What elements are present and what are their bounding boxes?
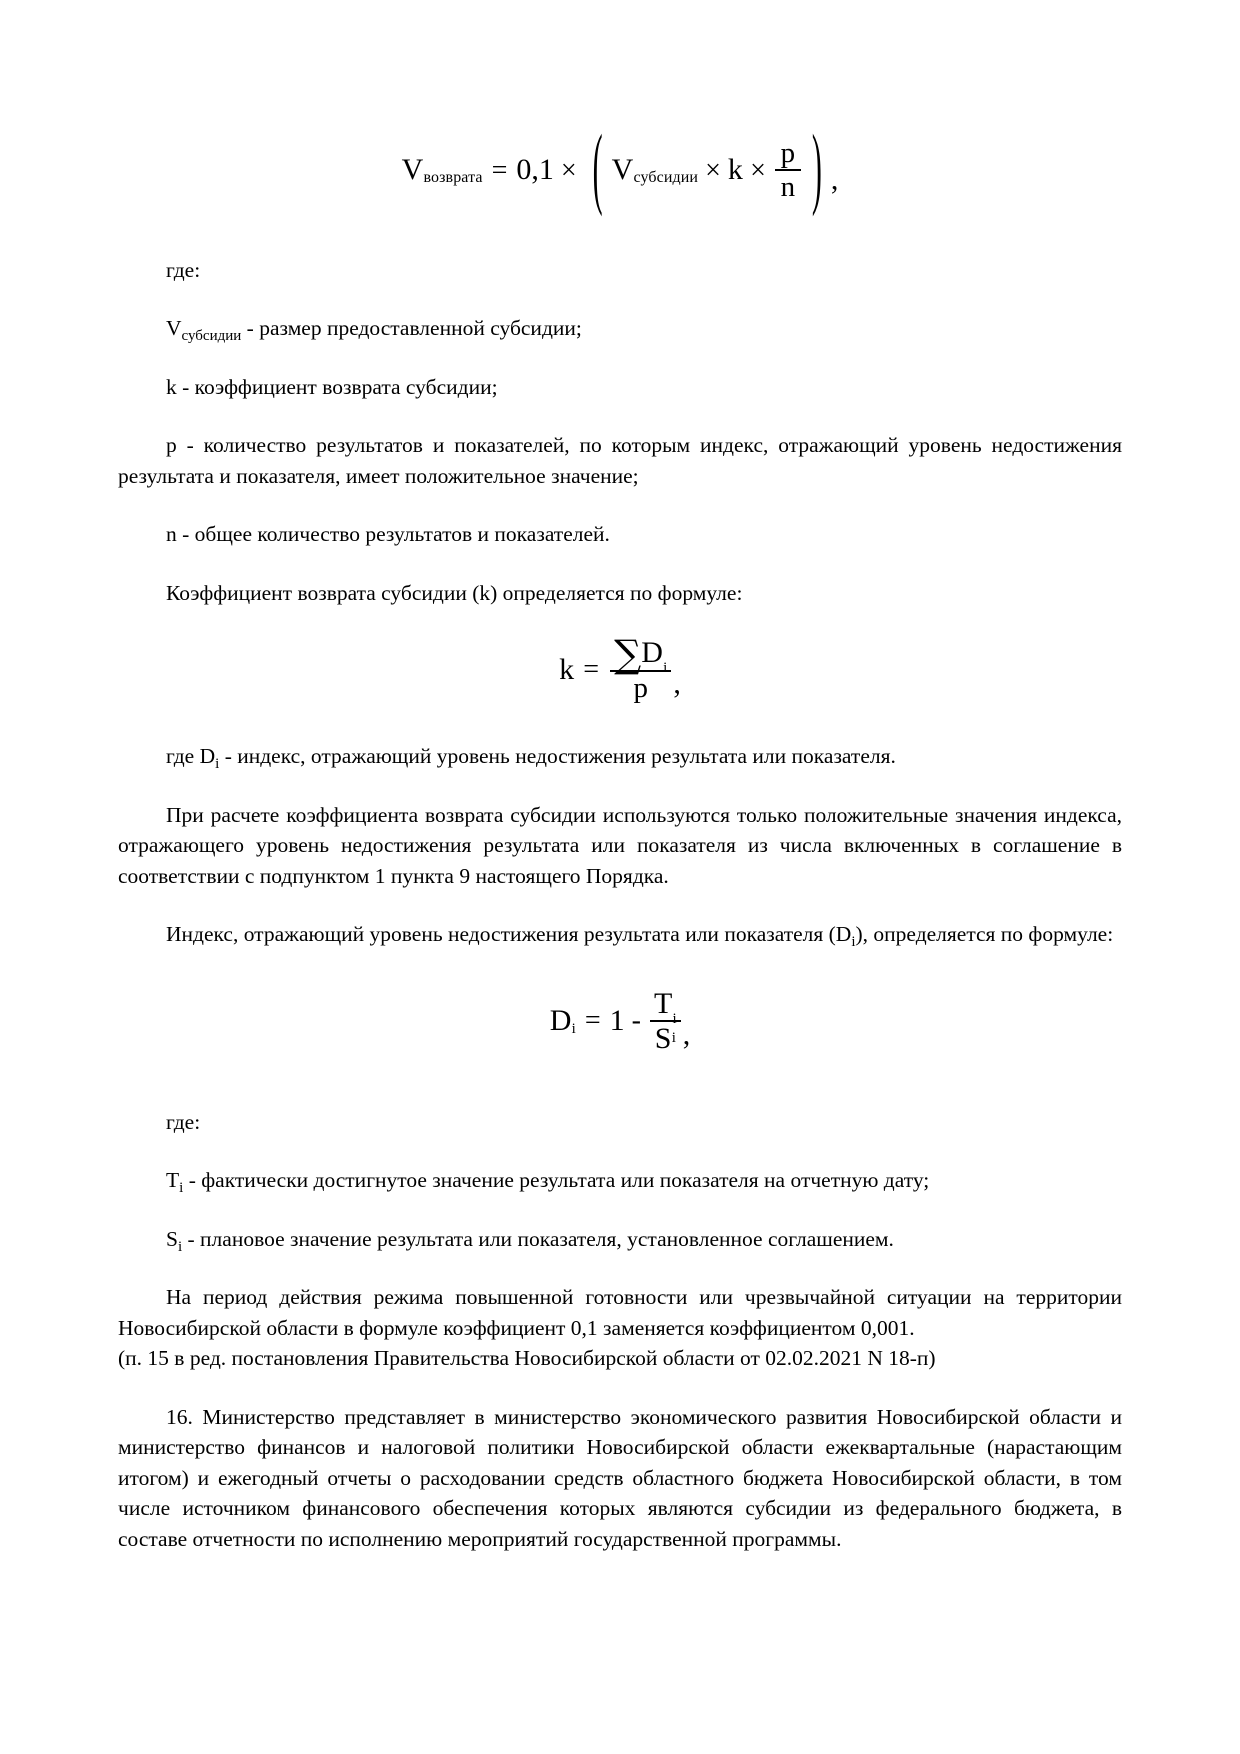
formula-d-i (118, 988, 1122, 1055)
spacer (118, 950, 1122, 988)
gde-d-prefix: где D (166, 744, 216, 769)
s-variable: S (654, 1022, 672, 1056)
spacer (118, 550, 1122, 578)
k-formula-intro: Коэффициент возврата субсидии (k) определяется по формуле: (166, 580, 743, 605)
t-variable-subscript: i (672, 1010, 677, 1027)
spacer (118, 118, 1122, 138)
index-intro-suffix: ), определяется по формуле: (855, 922, 1114, 947)
paragraph-rezhim: На период действия режима повышенной готовности или чрезвычайной ситуации на территории Новосибирской области в формуле коэффициент 0,1 заменяется коэффициентом 0,001. (118, 1285, 1122, 1340)
equals-sign: = (491, 154, 508, 186)
k-variable: k (727, 153, 744, 187)
s-symbol-subscript: i (177, 1238, 183, 1255)
d-lhs-variable: D (549, 1004, 572, 1037)
v-subsidii-variable: V (611, 153, 634, 187)
fraction-numerator: p (780, 137, 796, 169)
formula-k (118, 632, 1122, 704)
legal-reference: (п. 15 в ред. постановления Правительства Новосибирской области от 02.02.2021 N 18-п) (118, 1346, 936, 1371)
definition-n: n - общее количество результатов и показателей. (166, 522, 610, 547)
spacer (118, 1055, 1122, 1107)
times-sign: × (560, 154, 577, 186)
formula-v-vozvrata-row (401, 117, 839, 219)
equals-sign: = (583, 653, 600, 685)
d-subscript: i (215, 756, 220, 773)
paragraph-index-intro (118, 919, 1122, 950)
fraction-denominator: p (633, 671, 648, 704)
spacer (118, 1254, 1122, 1282)
v-subsidii-symbol: V (166, 316, 182, 341)
definition-s-i (118, 1224, 1122, 1255)
v-vozvrata-variable: V (401, 153, 424, 187)
definition-k: k - коэффициент возврата субсидии; (166, 374, 498, 399)
d-lhs-subscript: i (571, 1020, 576, 1037)
v-subsidii-symbol-subscript: субсидии (181, 328, 242, 345)
formula-trailing-comma: , (673, 666, 681, 700)
definition-d-i (118, 741, 1122, 772)
close-paren: ) (811, 117, 822, 219)
spacer (118, 891, 1122, 919)
p-over-n-fraction (775, 138, 801, 203)
spacer (118, 491, 1122, 519)
times-sign-3: × (750, 154, 766, 186)
one-value: 1 (609, 1004, 625, 1037)
t-variable: T (653, 986, 673, 1020)
formula-trailing-comma: , (830, 163, 839, 197)
formula-trailing-comma: , (682, 1018, 691, 1052)
v-vozvrata-subscript: возврата (423, 169, 483, 187)
k-lhs-variable: k (559, 652, 575, 686)
t-over-s-fraction (650, 988, 681, 1055)
coefficient-value: 0,1 (516, 153, 554, 187)
d-variable-subscript: i (663, 660, 668, 677)
paragraph-item-16: 16. Министерство представляет в министерство экономического развития Новосибирской области и министерство финансов и налоговой политики Новосибирской области ежеквартальные (нарастающим итогом) и ежегодный отчеты о расходовании средств областного бюджета Новосибирской области, в том числе источником финансового обеспечения которых являются субсидии из федерального бюджета, в составе отчетности по исполнению мероприятий государственной программы. (118, 1404, 1122, 1551)
t-symbol-subscript: i (179, 1180, 184, 1197)
v-subsidii-definition-text: - размер предоставленной субсидии; (241, 316, 582, 341)
definition-p: p - количество результатов и показателей, по которым индекс, отражающий уровень недостижения результата и показателя, имеет положительное значение; (118, 433, 1122, 488)
definition-v-subsidii (118, 313, 1122, 344)
index-intro-subscript: i (851, 934, 856, 951)
t-symbol: T (166, 1168, 180, 1193)
s-definition-text: - плановое значение результата или показателя, установленное соглашением. (182, 1226, 894, 1251)
d-variable: D (641, 636, 664, 670)
fraction-numerator (610, 632, 671, 677)
definition-t-i (118, 1165, 1122, 1196)
formula-d-i-row (550, 988, 691, 1055)
spacer (118, 344, 1122, 372)
paragraph-pri-raschete: При расчете коэффициента возврата субсидии используются только положительные значения индекса, отражающего уровень недостижения результата или показателя из числа включенных в соглашение в соответствии с подпунктом 1 пункта 9 настоящего Порядка. (118, 802, 1122, 888)
spacer (118, 1374, 1122, 1402)
s-variable-subscript: i (671, 1030, 676, 1047)
times-sign-2: × (705, 154, 721, 186)
minus-sign: - (631, 1005, 641, 1037)
gde-label-1: где: (166, 257, 201, 282)
spacer (118, 402, 1122, 430)
equals-sign: = (584, 1005, 601, 1037)
t-definition-text: - фактически достигнутое значение результата или показателя на отчетную дату; (183, 1168, 930, 1193)
v-subsidii-subscript: субсидии (633, 169, 699, 187)
formula-v-vozvrata (118, 117, 1122, 219)
spacer (118, 703, 1122, 741)
spacer (118, 1196, 1122, 1224)
open-paren: ( (592, 117, 603, 219)
sum-d-over-p-fraction (610, 632, 671, 704)
spacer (118, 1137, 1122, 1165)
fraction-numerator (650, 986, 681, 1027)
gde-d-suffix: - индекс, отражающий уровень недостижения результата или показателя. (219, 744, 896, 769)
s-symbol: S (166, 1226, 178, 1251)
formula-k-row (559, 632, 681, 704)
gde-label-2: где: (166, 1109, 201, 1134)
spacer (118, 203, 1122, 255)
spacer (118, 772, 1122, 800)
index-intro-prefix: Индекс, отражающий уровень недостижения результата или показателя (D (166, 922, 852, 947)
summation-icon: ∑ (614, 632, 642, 677)
spacer (118, 285, 1122, 313)
document-body (118, 118, 1122, 1554)
fraction-denominator: n (780, 171, 796, 204)
